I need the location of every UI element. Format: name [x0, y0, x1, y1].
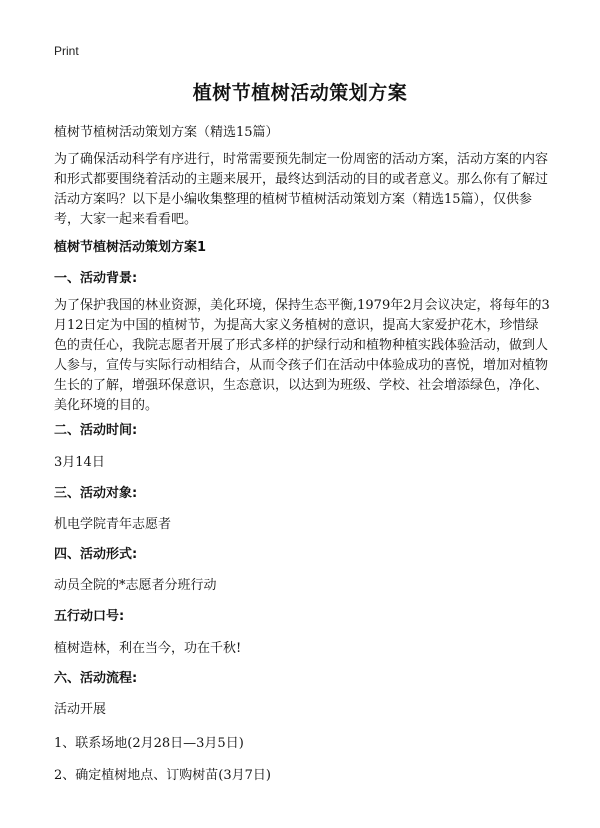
intro-paragraph: 为了确保活动科学有序进行，时常需要预先制定一份周密的活动方案，活动方案的内容和形式都要围绕着活动的主题来展开，最终达到活动的目的或者意义。那么你有了解过活动方案吗？以下是小编收集整理的植树节植树活动策划方案（精选15篇），仅供参考，大家一起来看看吧。: [54, 152, 549, 227]
slogan-text: 植树造林，利在当今，功在千秋!: [54, 641, 242, 656]
heading-background: 一、活动背景:: [54, 271, 138, 286]
target-text: 机电学院青年志愿者: [54, 517, 172, 532]
flow-intro-text: 活动开展: [54, 702, 107, 717]
form-text: 动员全院的*志愿者分班行动: [54, 578, 217, 593]
background-paragraph: 为了保护我国的林业资源，美化环境，保持生态平衡,1979年2月会议决定，将每年的3月12日定为中国的植树节，为提高大家义务植树的意识，提高大家爱护花木，珍惜绿色的责任心，我院志愿者开展了形式多样的护绿行动和植物种植实践体验活动，做到人人参与，宣传与实际行动相结合，从而令孩子们在活动中体验成功的喜悦，增加对植物生长的了解，增强环保意识，生态意识，以达到为班级、学校、社会增添绿色，净化、美化环境的目的。: [54, 298, 550, 413]
heading-time: 二、活动时间:: [54, 423, 138, 438]
section-title: 植树节植树活动策划方案1: [54, 240, 207, 255]
heading-target: 三、活动对象:: [54, 486, 138, 501]
heading-flow: 六、活动流程:: [54, 671, 138, 686]
heading-slogan: 五行动口号:: [54, 609, 125, 624]
document-title: 植树节植树活动策划方案: [192, 82, 408, 104]
flow-step-1: 1、联系场地(2月28日—3月5日): [54, 736, 244, 751]
flow-step-2: 2、确定植树地点、订购树苗(3月7日): [54, 768, 271, 783]
time-text: 3月14日: [54, 455, 105, 470]
heading-form: 四、活动形式:: [54, 547, 138, 562]
document-subtitle: 植树节植树活动策划方案（精选15篇）: [54, 125, 279, 140]
print-label[interactable]: Print: [54, 44, 79, 58]
